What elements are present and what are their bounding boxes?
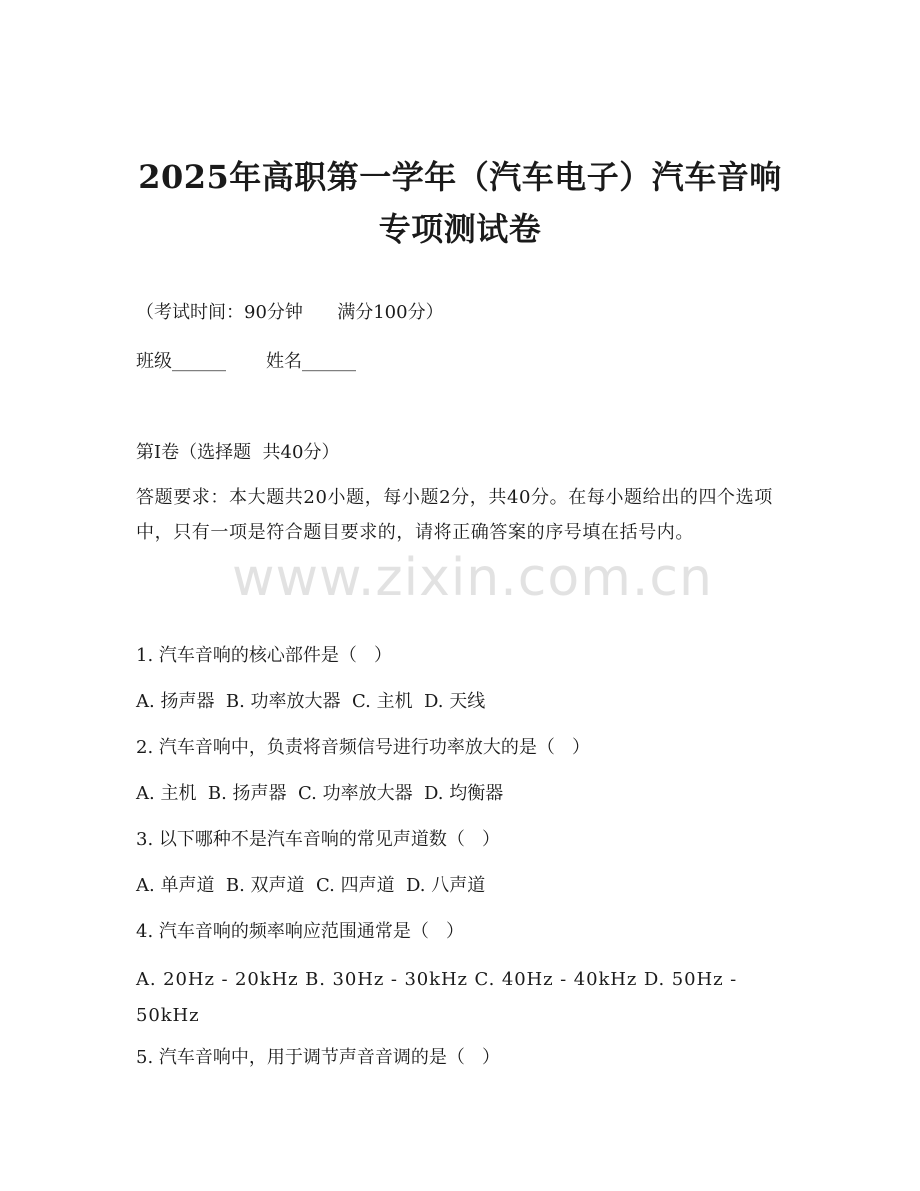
question-stem-4: 4. 汽车音响的频率响应范围通常是（ ） (136, 921, 465, 942)
exam-time-score: （考试时间：90分钟 满分100分） (136, 302, 444, 323)
question-stem-5: 5. 汽车音响中，用于调节声音音调的是（ ） (136, 1047, 501, 1068)
class-name-fields: 班级______ 姓名______ (136, 351, 357, 372)
question-options-2: A. 主机 B. 扬声器 C. 功率放大器 D. 均衡器 (136, 783, 504, 804)
question-stem-2: 2. 汽车音响中，负责将音频信号进行功率放大的是（ ） (136, 737, 591, 758)
question-stem-1: 1. 汽车音响的核心部件是（ ） (136, 645, 393, 666)
question-options-1: A. 扬声器 B. 功率放大器 C. 主机 D. 天线 (136, 691, 486, 712)
section-heading: 第I卷（选择题 共40分） (136, 442, 340, 463)
watermark: www.zixin.com.cn (232, 548, 713, 608)
exam-title-line2: 专项测试卷 (378, 210, 542, 248)
question-options-4: A. 20Hz - 20kHz B. 30Hz - 30kHz C. 40Hz - 40kHz D. 50Hz - 50kHz (136, 969, 738, 1026)
question-stem-3: 3. 以下哪种不是汽车音响的常见声道数（ ） (136, 829, 501, 850)
section-instructions: 答题要求：本大题共20小题，每小题2分，共40分。在每小题给出的四个选项中，只有一项是符合题目要求的，请将正确答案的序号填在括号内。 (136, 487, 773, 543)
question-options-3: A. 单声道 B. 双声道 C. 四声道 D. 八声道 (136, 875, 486, 896)
exam-title-line1: 2025年高职第一学年（汽车电子）汽车音响 (138, 158, 782, 196)
